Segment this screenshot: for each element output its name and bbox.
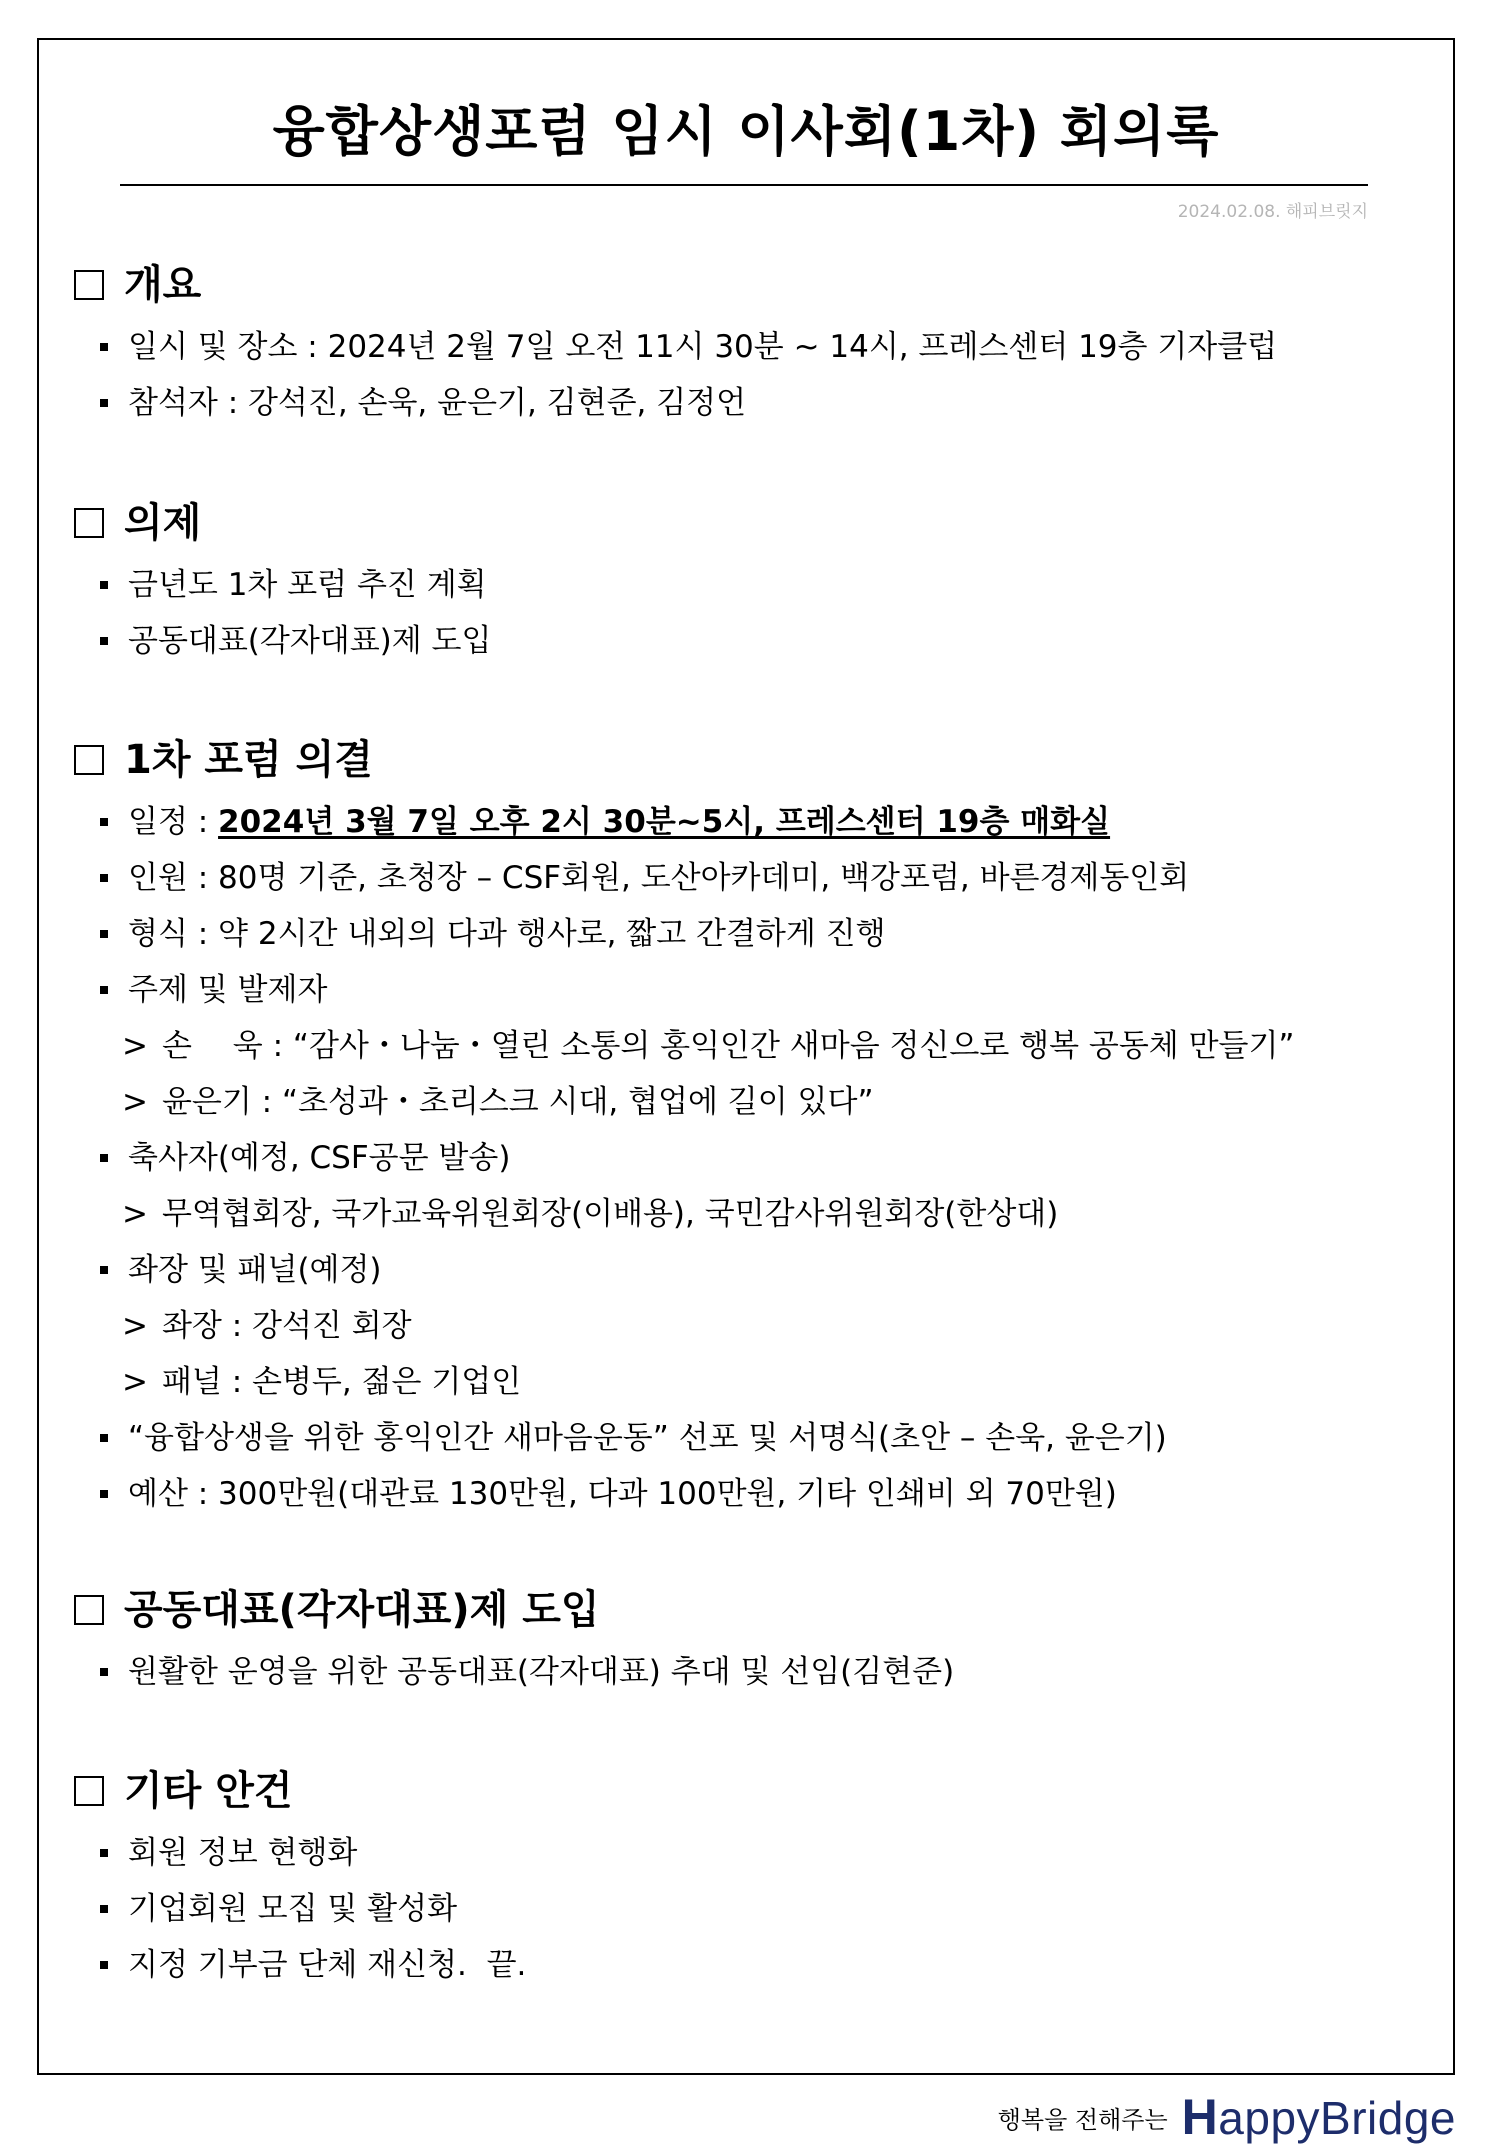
checkbox-square-icon <box>74 270 104 300</box>
checkbox-square-icon <box>74 508 104 538</box>
section-heading-other <box>74 1761 293 1821</box>
sub-item-text: 무역협회장, 국가교육위원회장(이배용), 국민감사위원회장(한상대) <box>161 1196 1059 1232</box>
footer <box>998 2088 1456 2146</box>
list-item <box>100 968 327 1012</box>
list-item <box>100 563 487 607</box>
sub-item-text: 좌장 : 강석진 회장 <box>161 1308 412 1344</box>
section-title: 공동대표(각자대표)제 도입 <box>124 1587 600 1633</box>
section-title: 기타 안건 <box>124 1768 293 1814</box>
arrow-gt-icon: > <box>122 1196 148 1232</box>
list-item <box>100 325 1277 369</box>
checkbox-square-icon <box>74 1595 104 1625</box>
list-item <box>100 1887 457 1931</box>
list-item-text: 형식 : 약 2시간 내외의 다과 행사로, 짧고 간결하게 진행 <box>128 916 886 952</box>
list-item <box>100 856 1189 900</box>
section-heading-forum <box>74 730 373 790</box>
bullet-square-icon <box>100 581 108 589</box>
footer-tagline: 행복을 전해주는 <box>997 2105 1168 2134</box>
bullet-square-icon <box>100 399 108 407</box>
list-item <box>100 381 746 425</box>
list-item-text: “융합상생을 위한 홍익인간 새마음운동” 선포 및 서명식(초안 – 손욱, 윤은기) <box>128 1420 1167 1456</box>
list-item-text: 일시 및 장소 : 2024년 2월 7일 오전 11시 30분 ~ 14시, 프레스센터 19층 기자클럽 <box>128 329 1278 365</box>
schedule-label: 일정 : <box>128 804 219 840</box>
list-item <box>100 1943 526 1987</box>
sub-item-text: 손 욱 : “감사・나눔・열린 소통의 홍익인간 새마음 정신으로 행복 공동체 만들기” <box>161 1028 1295 1064</box>
list-item-text: 금년도 1차 포럼 추진 계획 <box>128 567 487 603</box>
bullet-square-icon <box>100 818 108 826</box>
list-item <box>100 912 886 956</box>
schedule-value: 2024년 3월 7일 오후 2시 30분~5시, 프레스센터 19층 매화실 <box>218 804 1111 840</box>
list-item <box>100 1416 1167 1460</box>
list-item-text: 참석자 : 강석진, 손욱, 윤은기, 김현준, 김정언 <box>128 385 747 421</box>
list-item-text: 인원 : 80명 기준, 초청장 – CSF회원, 도산아카데미, 백강포럼, 바른경제동인회 <box>128 860 1190 896</box>
section-title: 의제 <box>124 500 202 546</box>
list-item <box>100 1472 1117 1516</box>
bullet-square-icon <box>100 1434 108 1442</box>
logo-h: H <box>1181 2089 1219 2145</box>
bullet-square-icon <box>100 874 108 882</box>
list-item-text: 예산 : 300만원(대관료 130만원, 다과 100만원, 기타 인쇄비 외 70만원) <box>128 1476 1117 1512</box>
arrow-gt-icon: > <box>122 1028 148 1064</box>
list-item-text: 공동대표(각자대표)제 도입 <box>128 623 492 659</box>
sub-item <box>122 1304 412 1348</box>
section-title: 개요 <box>124 262 202 308</box>
list-item-text: 주제 및 발제자 <box>128 972 328 1008</box>
bullet-square-icon <box>100 1905 108 1913</box>
list-item-text: 좌장 및 패널(예정) <box>128 1252 382 1288</box>
list-item <box>100 1650 954 1694</box>
checkbox-square-icon <box>74 1776 104 1806</box>
list-item <box>100 1136 510 1180</box>
list-item-schedule <box>100 800 1110 844</box>
section-title: 1차 포럼 의결 <box>124 737 373 783</box>
bullet-square-icon <box>100 637 108 645</box>
sub-item-text: 윤은기 : “초성과・초리스크 시대, 협업에 길이 있다” <box>161 1084 874 1120</box>
bullet-square-icon <box>100 1849 108 1857</box>
list-item-text: 기업회원 모집 및 활성화 <box>128 1891 458 1927</box>
list-item <box>100 1248 382 1292</box>
arrow-gt-icon: > <box>122 1084 148 1120</box>
section-heading-co-rep <box>74 1580 600 1640</box>
list-item <box>100 1831 357 1875</box>
arrow-gt-icon: > <box>122 1308 148 1344</box>
section-heading-agenda <box>74 493 201 553</box>
sub-item <box>122 1192 1058 1236</box>
bullet-square-icon <box>100 986 108 994</box>
arrow-gt-icon: > <box>122 1364 148 1400</box>
bullet-square-icon <box>100 1961 108 1969</box>
sub-item <box>122 1024 1294 1068</box>
sub-item-text: 패널 : 손병두, 젊은 기업인 <box>161 1364 522 1400</box>
title-divider <box>120 184 1368 186</box>
checkbox-square-icon <box>74 745 104 775</box>
bullet-square-icon <box>100 930 108 938</box>
list-item-text: 축사자(예정, CSF공문 발송) <box>128 1140 511 1176</box>
sub-item <box>122 1360 521 1404</box>
bullet-square-icon <box>100 1490 108 1498</box>
logo-text: appyBridge <box>1218 2092 1456 2144</box>
list-item <box>100 619 491 663</box>
bullet-square-icon <box>100 1266 108 1274</box>
list-item-text: 지정 기부금 단체 재신청. 끝. <box>128 1947 527 1983</box>
happybridge-logo <box>1182 2088 1456 2146</box>
section-heading-overview <box>74 255 201 315</box>
list-item-text: 원활한 운영을 위한 공동대표(각자대표) 추대 및 선임(김현준) <box>128 1654 955 1690</box>
document-title: 융합상생포럼 임시 이사회(1차) 회의록 <box>272 100 1220 163</box>
date-author: 2024.02.08. 해피브릿지 <box>1177 202 1368 222</box>
bullet-square-icon <box>100 343 108 351</box>
bullet-square-icon <box>100 1154 108 1162</box>
list-item-text: 회원 정보 현행화 <box>128 1835 358 1871</box>
bullet-square-icon <box>100 1668 108 1676</box>
sub-item <box>122 1080 874 1124</box>
